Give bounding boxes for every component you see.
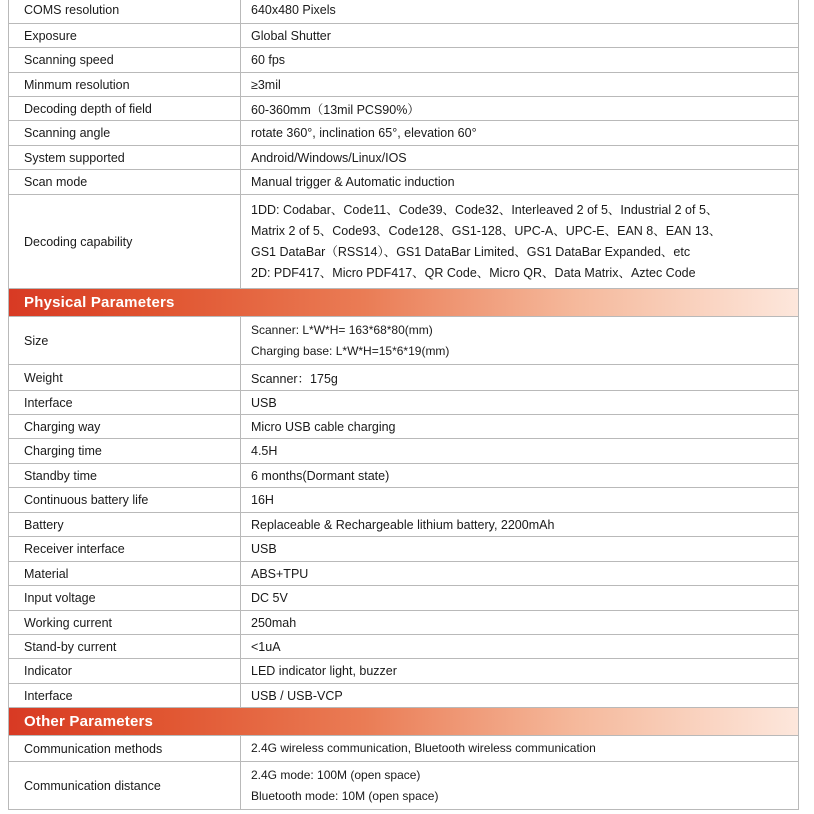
spec-row: [9, 537, 798, 562]
spec-label: Communication methods: [9, 736, 241, 761]
spec-value-line: 4.5H: [251, 444, 278, 458]
spec-row: [9, 513, 798, 537]
spec-value-line: USB / USB-VCP: [251, 688, 343, 703]
spec-row: [9, 611, 798, 635]
spec-value: [241, 24, 798, 47]
spec-value: [241, 97, 798, 120]
spec-row: [9, 762, 798, 810]
spec-value-line: <1uA: [251, 639, 281, 654]
spec-label: Decoding capability: [9, 195, 241, 288]
spec-row: [9, 464, 798, 488]
spec-value-line: ABS+TPU: [251, 566, 309, 581]
spec-row: [9, 391, 798, 415]
spec-value-line: GS1 DataBar（RSS14）、GS1 DataBar Limited、GS1 DataBar Expanded、etc: [251, 244, 691, 259]
spec-value: [241, 415, 798, 438]
spec-value: [241, 635, 798, 658]
spec-value-line: 250mah: [251, 615, 297, 630]
spec-row: [9, 586, 798, 611]
spec-row: [9, 170, 798, 195]
spec-value: [241, 464, 798, 487]
spec-label: Scanning angle: [9, 121, 241, 145]
spec-row: [9, 684, 798, 708]
spec-value: [241, 586, 798, 610]
spec-value-line: Charging base: L*W*H=15*6*19(mm): [251, 343, 450, 358]
spec-label: Exposure: [9, 24, 241, 47]
spec-value-line: 6 months(Dormant state): [251, 468, 390, 483]
spec-row: [9, 195, 798, 289]
spec-row: [9, 439, 798, 464]
spec-table: [8, 0, 799, 810]
spec-label: Battery: [9, 513, 241, 536]
spec-label: Scanning speed: [9, 48, 241, 72]
spec-value-line: 16H: [251, 493, 274, 507]
spec-label: Standby time: [9, 464, 241, 487]
spec-value: [241, 195, 798, 288]
spec-row: [9, 635, 798, 659]
spec-label: System supported: [9, 146, 241, 169]
spec-label: Communication distance: [9, 762, 241, 809]
spec-label: Working current: [9, 611, 241, 634]
spec-row: [9, 488, 798, 513]
spec-value-line: 60 fps: [251, 53, 286, 67]
spec-value-line: Android/Windows/Linux/IOS: [251, 150, 407, 165]
spec-value-line: 1DD: Codabar、Code11、Code39、Code32、Interleaved 2 of 5、Industrial 2 of 5、: [251, 202, 719, 217]
spec-row: [9, 562, 798, 586]
spec-value: [241, 684, 798, 707]
spec-label: Interface: [9, 391, 241, 414]
spec-value: [241, 121, 798, 145]
spec-row: [9, 0, 798, 24]
spec-value-line: Replaceable & Rechargeable lithium battery, 2200mAh: [251, 517, 555, 532]
spec-value: [241, 762, 798, 809]
spec-row: [9, 365, 798, 391]
spec-value: [241, 48, 798, 72]
spec-value: [241, 513, 798, 536]
spec-label: COMS resolution: [9, 0, 241, 23]
section-header-physical: Physical Parameters: [9, 289, 798, 317]
spec-row: [9, 146, 798, 170]
spec-label: Stand-by current: [9, 635, 241, 658]
spec-label: Input voltage: [9, 586, 241, 610]
spec-row: [9, 97, 798, 121]
spec-value-line: Scanner: L*W*H= 163*68*80(mm): [251, 322, 433, 337]
section-header-other: Other Parameters: [9, 708, 798, 736]
spec-value: [241, 73, 798, 96]
spec-value: [241, 537, 798, 561]
spec-value-line: USB: [251, 542, 277, 556]
spec-value-line: Global Shutter: [251, 28, 331, 43]
spec-value: [241, 736, 798, 761]
spec-value: [241, 317, 798, 364]
spec-value: [241, 0, 798, 23]
spec-label: Scan mode: [9, 170, 241, 194]
spec-value: [241, 488, 798, 512]
spec-row: [9, 736, 798, 762]
spec-label: Indicator: [9, 659, 241, 683]
spec-value-line: Matrix 2 of 5、Code93、Code128、GS1-128、UPC-A、UPC-E、EAN 8、EAN 13、: [251, 223, 722, 238]
spec-value: [241, 562, 798, 585]
spec-value-line: ≥3mil: [251, 77, 281, 92]
spec-value: [241, 659, 798, 683]
spec-value-line: rotate 360°, inclination 65°, elevation 60°: [251, 126, 477, 140]
spec-row: [9, 73, 798, 97]
spec-value-line: DC 5V: [251, 591, 288, 605]
spec-label: Interface: [9, 684, 241, 707]
spec-label: Charging time: [9, 439, 241, 463]
spec-value-line: Manual trigger & Automatic induction: [251, 175, 455, 189]
spec-value: [241, 391, 798, 414]
spec-value-line: 640x480 Pixels: [251, 2, 336, 17]
spec-label: Receiver interface: [9, 537, 241, 561]
spec-value-line: 60-360mm（13mil PCS90%）: [251, 102, 420, 117]
spec-value-line: Scanner：175g: [251, 371, 338, 386]
spec-label: Weight: [9, 365, 241, 390]
spec-row: [9, 415, 798, 439]
spec-value-line: USB: [251, 395, 277, 410]
spec-value-line: Bluetooth mode: 10M (open space): [251, 788, 439, 803]
spec-value-line: 2.4G mode: 100M (open space): [251, 767, 421, 782]
spec-label: Minmum resolution: [9, 73, 241, 96]
spec-row: [9, 48, 798, 73]
spec-row: [9, 24, 798, 48]
spec-row: [9, 121, 798, 146]
spec-label: Continuous battery life: [9, 488, 241, 512]
spec-row: [9, 317, 798, 365]
spec-value: [241, 365, 798, 390]
spec-value-line: LED indicator light, buzzer: [251, 664, 397, 678]
spec-value-line: 2.4G wireless communication, Bluetooth wireless communication: [251, 741, 596, 755]
spec-label: Decoding depth of field: [9, 97, 241, 120]
spec-value: [241, 439, 798, 463]
spec-value: [241, 170, 798, 194]
spec-label: Size: [9, 317, 241, 364]
spec-value: [241, 146, 798, 169]
spec-row: [9, 659, 798, 684]
spec-label: Charging way: [9, 415, 241, 438]
spec-value: [241, 611, 798, 634]
spec-value-line: Micro USB cable charging: [251, 419, 396, 434]
spec-value-line: 2D: PDF417、Micro PDF417、QR Code、Micro QR、Data Matrix、Aztec Code: [251, 265, 696, 280]
spec-label: Material: [9, 562, 241, 585]
